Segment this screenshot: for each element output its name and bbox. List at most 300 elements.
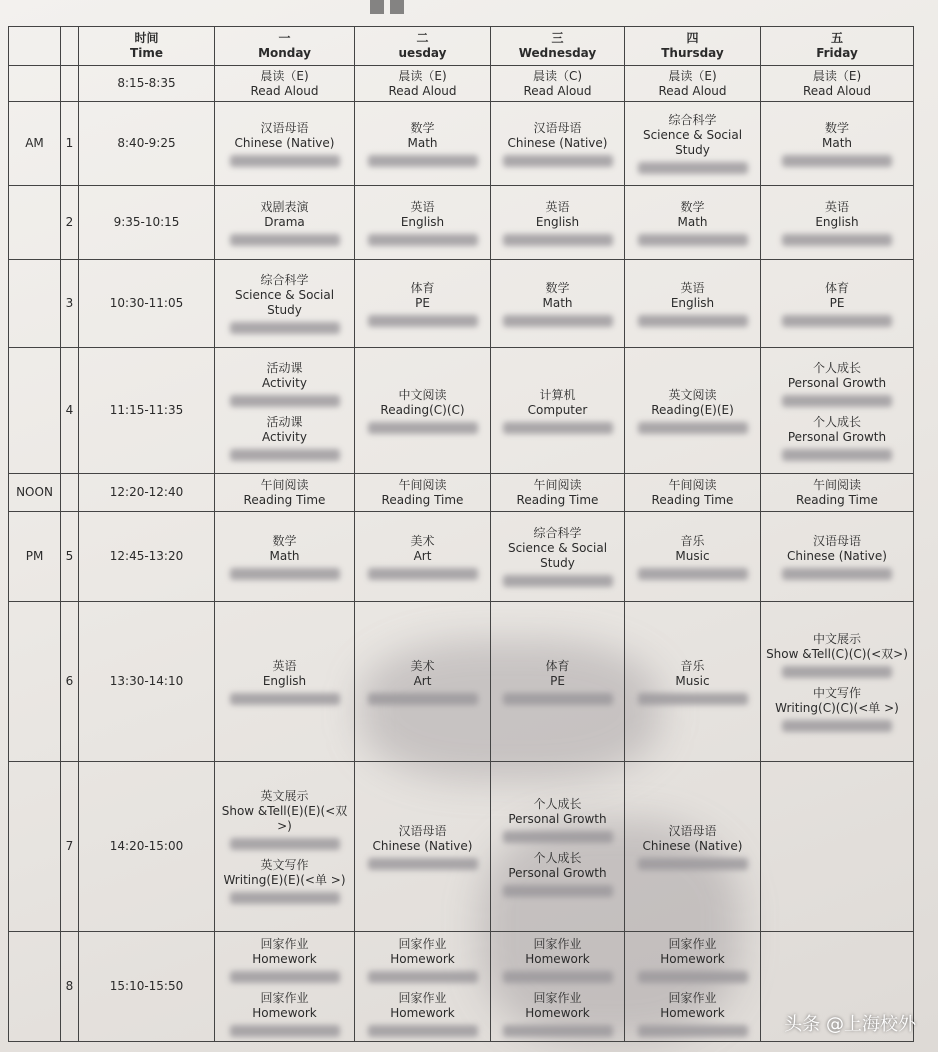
lesson-cell: [355, 474, 491, 512]
period-row: [9, 260, 914, 348]
lesson-cell: [215, 602, 355, 762]
time-text: 9:35-10:15: [113, 215, 180, 229]
redacted-text: [638, 858, 748, 870]
spacer: [218, 407, 351, 415]
day-number: 二: [416, 31, 429, 45]
lesson-cn: 回家作业: [533, 990, 582, 1005]
session-label: [9, 762, 61, 932]
lesson-cell: [625, 260, 761, 348]
lesson-cell: [215, 186, 355, 260]
lesson-en: Writing(C)(C)(<单 >): [775, 700, 899, 715]
lesson-en: Read Aloud: [802, 83, 872, 98]
session-label: AM: [9, 102, 61, 186]
redacted-text: [503, 831, 613, 843]
lesson-cn: 午间阅读: [668, 477, 717, 492]
lesson-cell: [215, 512, 355, 602]
spacer: [494, 983, 621, 991]
redacted-text: [503, 575, 613, 587]
lesson-cell: [355, 602, 491, 762]
time-cell: [79, 762, 215, 932]
spacer: [218, 983, 351, 991]
redacted-text: [368, 693, 478, 705]
lesson-cn: 个人成长: [533, 796, 582, 811]
watermark: 头条 @上海校外: [784, 1014, 916, 1035]
redacted-text: [230, 838, 340, 850]
lesson-cn: 音乐: [680, 658, 705, 673]
lesson-en: Activity: [262, 429, 307, 444]
lesson-cell: [761, 348, 914, 474]
day-name: Monday: [258, 46, 311, 60]
spacer: [764, 407, 910, 415]
redacted-text: [782, 155, 892, 167]
lesson-cn: 综合科学: [668, 113, 717, 127]
lesson-cn: 午间阅读: [398, 477, 447, 492]
lesson-cell: [625, 348, 761, 474]
time-text: 15:10-15:50: [109, 979, 184, 993]
lesson-cell: [215, 66, 355, 102]
lesson-cn: 英语: [272, 658, 297, 673]
time-text: 10:30-11:05: [109, 296, 184, 310]
period-num: 6: [65, 674, 74, 688]
lesson-en: Reading(E)(E): [651, 402, 734, 417]
lesson-cell: [355, 102, 491, 186]
redacted-text: [503, 1025, 613, 1037]
redacted-text: [230, 155, 340, 167]
day-name: Thursday: [661, 46, 724, 60]
lesson-cn: 戏剧表演: [260, 199, 309, 214]
time-text: 8:40-9:25: [117, 136, 176, 150]
lesson-cn: 汉语母语: [812, 533, 861, 548]
lesson-en: Personal Growth: [787, 429, 887, 444]
spacer: [358, 983, 487, 991]
period-row: [9, 512, 914, 602]
time-text: 14:20-15:00: [109, 839, 184, 853]
lesson-en: Read Aloud: [523, 83, 592, 98]
lesson-cn: 英文阅读: [668, 387, 717, 402]
lesson-en: PE: [829, 295, 845, 310]
header-day: [625, 27, 761, 66]
lesson-cell: [355, 186, 491, 260]
lesson-cn: 午间阅读: [533, 477, 582, 492]
time-cell: [79, 260, 215, 348]
lesson-cn: 晨读（E): [812, 68, 862, 83]
lesson-cell: [625, 186, 761, 260]
lesson-cn: 个人成长: [812, 414, 861, 429]
redacted-text: [230, 395, 340, 407]
session-label: NOON: [9, 474, 61, 512]
lesson-cell: [215, 102, 355, 186]
lesson-cn: 中文写作: [812, 685, 861, 700]
time-cell: [79, 186, 215, 260]
redacted-text: [638, 568, 748, 580]
lesson-en: Homework: [660, 1005, 725, 1020]
lesson-cell: [215, 932, 355, 1042]
lesson-en: Drama: [264, 214, 305, 229]
lesson-en: English: [535, 214, 580, 229]
lesson-en: English: [400, 214, 445, 229]
lesson-cell: [355, 512, 491, 602]
lesson-en: PE: [550, 673, 565, 688]
lesson-cn: 数学: [824, 120, 849, 135]
lesson-en: Writing(E)(E)(<单 >): [223, 873, 346, 887]
header-day: [491, 27, 625, 66]
blank: [9, 66, 61, 102]
period-row: [9, 602, 914, 762]
lesson-cell: [625, 762, 761, 932]
header-time: [79, 27, 215, 66]
lesson-cn: 汉语母语: [668, 823, 717, 838]
spacer: [628, 983, 757, 991]
time-text: 8:15-8:35: [117, 76, 176, 90]
lesson-en: Chinese (Native): [507, 135, 608, 150]
lesson-cell: [491, 932, 625, 1042]
lesson-cell: [761, 66, 914, 102]
period-number: [61, 932, 79, 1042]
lesson-cn: 汉语母语: [533, 120, 582, 135]
lesson-en: Music: [675, 673, 710, 688]
lesson-cell: [491, 102, 625, 186]
lesson-cell: [491, 474, 625, 512]
lesson-cell: [355, 260, 491, 348]
lesson-cn: 数学: [272, 533, 297, 548]
lesson-cn: 晨读（E): [260, 68, 309, 83]
lesson-cn: 晨读（E): [668, 68, 717, 83]
lesson-en: Reading Time: [381, 492, 464, 507]
lesson-en: Computer: [527, 402, 588, 417]
lesson-en: Homework: [390, 1005, 455, 1020]
redacted-text: [230, 449, 340, 461]
period-number: [61, 102, 79, 186]
lesson-cell: [355, 348, 491, 474]
time-cell: [79, 474, 215, 512]
day-name: uesday: [398, 46, 447, 60]
period-number: [61, 602, 79, 762]
lesson-cn: 晨读（C): [532, 68, 583, 83]
lesson-cell: [215, 348, 355, 474]
redacted-text: [368, 422, 478, 434]
lesson-en: English: [262, 673, 307, 688]
period-number: [61, 348, 79, 474]
lesson-cn: 英语: [410, 199, 435, 214]
redacted-text: [782, 449, 892, 461]
redacted-text: [782, 234, 892, 246]
lesson-en: Art: [413, 548, 432, 563]
redacted-text: [368, 234, 478, 246]
redacted-text: [782, 568, 892, 580]
lesson-cn: 体育: [545, 658, 570, 673]
redacted-text: [230, 693, 340, 705]
redacted-text: [503, 971, 613, 983]
session-label: PM: [9, 512, 61, 602]
lesson-cell: [491, 186, 625, 260]
redacted-text: [782, 666, 892, 678]
redacted-text: [638, 971, 748, 983]
header-blank: [9, 27, 61, 66]
redacted-text: [368, 568, 478, 580]
lesson-en: PE: [415, 295, 430, 310]
lesson-en: Personal Growth: [787, 375, 887, 390]
redacted-text: [368, 1025, 478, 1037]
period-number: [61, 260, 79, 348]
lesson-en: Personal Growth: [508, 865, 607, 880]
header-blank: [61, 27, 79, 66]
session-label: [9, 186, 61, 260]
lesson-cn: 回家作业: [668, 990, 717, 1005]
redacted-text: [230, 234, 340, 246]
lesson-cn: 中文展示: [812, 631, 861, 646]
lesson-cell: [625, 932, 761, 1042]
lesson-en: Homework: [660, 951, 725, 966]
redacted-text: [230, 568, 340, 580]
lesson-en: Chinese (Native): [642, 838, 743, 853]
lesson-cn: 回家作业: [533, 936, 582, 951]
redacted-text: [638, 234, 748, 246]
lesson-cn: 数学: [680, 199, 705, 214]
lesson-cell: [625, 512, 761, 602]
lesson-cn: 美术: [410, 658, 435, 673]
day-number: 四: [686, 31, 699, 45]
lesson-cn: 活动课: [266, 360, 303, 375]
noon-row: [9, 474, 914, 512]
lesson-cn: 英文展示: [260, 789, 309, 803]
lesson-en: Math: [677, 214, 708, 229]
time-cell: [79, 102, 215, 186]
lesson-en: Reading Time: [516, 492, 599, 507]
lesson-cell: [491, 762, 625, 932]
time-cell: [79, 348, 215, 474]
redacted-text: [638, 422, 748, 434]
lesson-en: Math: [542, 295, 573, 310]
redacted-text: [503, 234, 613, 246]
time-text: 12:20-12:40: [109, 485, 184, 499]
lesson-cn: 汉语母语: [398, 823, 447, 838]
redacted-text: [230, 971, 340, 983]
timetable: [8, 26, 914, 1042]
period-num: 4: [65, 403, 74, 417]
redacted-text: [782, 720, 892, 732]
lesson-cn: 英语: [824, 199, 849, 214]
period-number: [61, 512, 79, 602]
lesson-cell: [761, 762, 914, 932]
header-marks: [370, 0, 430, 14]
lesson-en: Math: [407, 135, 438, 150]
redacted-text: [368, 858, 478, 870]
lesson-en: Homework: [252, 951, 317, 966]
lesson-en: Science & Social Study: [642, 128, 743, 157]
lesson-en: Music: [675, 548, 710, 563]
lesson-cn: 英语: [545, 199, 570, 214]
lesson-cn: 活动课: [266, 414, 303, 429]
time-cell: [79, 932, 215, 1042]
lesson-en: Read Aloud: [388, 83, 457, 98]
lesson-cn: 个人成长: [812, 360, 861, 375]
lesson-cn: 回家作业: [398, 936, 447, 951]
lesson-cn: 个人成长: [533, 850, 582, 865]
lesson-cn: 回家作业: [398, 990, 447, 1005]
period-num: 7: [65, 839, 74, 853]
lesson-cell: [625, 66, 761, 102]
lesson-cn: 汉语母语: [260, 120, 309, 135]
blank: [61, 474, 79, 512]
lesson-en: Activity: [262, 375, 307, 390]
day-number: 三: [551, 31, 564, 45]
lesson-en: Art: [413, 673, 432, 688]
lesson-cn: 中文阅读: [398, 387, 447, 402]
lesson-cell: [761, 186, 914, 260]
lesson-cell: [625, 102, 761, 186]
lesson-en: Chinese (Native): [372, 838, 473, 853]
time-text: 11:15-11:35: [109, 403, 184, 417]
lesson-en: Homework: [525, 1005, 590, 1020]
spacer: [218, 850, 351, 858]
lesson-cell: [491, 512, 625, 602]
lesson-cell: [215, 762, 355, 932]
header-row: [9, 27, 914, 66]
lesson-cn: 体育: [824, 280, 849, 295]
redacted-text: [782, 315, 892, 327]
redacted-text: [503, 155, 613, 167]
session-label: [9, 260, 61, 348]
lesson-en: Reading(C)(C): [380, 402, 465, 417]
lesson-en: Show &Tell(E)(E)(<双>): [221, 804, 348, 833]
lesson-cell: [355, 762, 491, 932]
lesson-cell: [491, 66, 625, 102]
header-day: [215, 27, 355, 66]
time-cell: [79, 512, 215, 602]
period-num: 2: [65, 215, 74, 229]
lesson-cn: 综合科学: [260, 273, 309, 287]
lesson-cn: 体育: [410, 280, 435, 295]
day-number: 一: [278, 31, 291, 45]
lesson-en: English: [670, 295, 715, 310]
redacted-text: [503, 693, 613, 705]
day-number: 五: [830, 31, 843, 45]
header-day: [355, 27, 491, 66]
time-cell: [79, 66, 215, 102]
lesson-cell: [215, 260, 355, 348]
lesson-cn: 午间阅读: [260, 477, 309, 492]
lesson-cell: [491, 260, 625, 348]
header-day: [761, 27, 914, 66]
lesson-en: Read Aloud: [250, 83, 319, 98]
lesson-cell: [761, 512, 914, 602]
period-row: [9, 932, 914, 1042]
redacted-text: [638, 693, 748, 705]
header-time-cn: 时间: [134, 31, 159, 45]
lesson-cn: 数学: [410, 120, 435, 135]
session-label: [9, 602, 61, 762]
lesson-cell: [355, 932, 491, 1042]
lesson-cn: 计算机: [539, 387, 576, 402]
lesson-cell: [491, 348, 625, 474]
period-row: [9, 348, 914, 474]
day-name: Wednesday: [518, 46, 597, 60]
lesson-cn: 回家作业: [668, 936, 717, 951]
redacted-text: [230, 1025, 340, 1037]
redacted-text: [368, 971, 478, 983]
morning-read-row: [9, 66, 914, 102]
lesson-cn: 回家作业: [260, 990, 309, 1005]
lesson-en: Read Aloud: [658, 83, 727, 98]
lesson-cell: [491, 602, 625, 762]
session-label: [9, 932, 61, 1042]
redacted-text: [503, 885, 613, 897]
lesson-en: Science & Social Study: [234, 288, 335, 317]
period-row: [9, 762, 914, 932]
redacted-text: [782, 395, 892, 407]
lesson-cn: 美术: [410, 533, 435, 548]
lesson-cn: 综合科学: [533, 526, 582, 540]
redacted-text: [503, 422, 613, 434]
redacted-text: [638, 162, 748, 174]
header-time-en: Time: [130, 46, 163, 60]
lesson-en: Reading Time: [243, 492, 326, 507]
lesson-en: Homework: [525, 951, 590, 966]
lesson-en: Math: [821, 135, 853, 150]
redacted-text: [230, 892, 340, 904]
session-label: [9, 348, 61, 474]
lesson-en: Personal Growth: [508, 811, 607, 826]
lesson-en: Reading Time: [796, 492, 878, 507]
lesson-cell: [355, 66, 491, 102]
time-text: 13:30-14:10: [109, 674, 184, 688]
lesson-cn: 午间阅读: [812, 477, 861, 492]
redacted-text: [503, 315, 613, 327]
lesson-cn: 英语: [680, 280, 705, 295]
lesson-en: Homework: [252, 1005, 317, 1020]
lesson-cn: 回家作业: [260, 936, 309, 951]
redacted-text: [638, 315, 748, 327]
period-num: 3: [65, 296, 74, 310]
lesson-cn: 晨读（E): [398, 68, 447, 83]
lesson-cn: 数学: [545, 280, 570, 295]
time-text: 12:45-13:20: [109, 549, 184, 563]
period-number: [61, 186, 79, 260]
spacer: [764, 678, 910, 686]
lesson-cell: [625, 602, 761, 762]
lesson-en: English: [815, 214, 859, 229]
period-row: [9, 102, 914, 186]
lesson-cell: [761, 102, 914, 186]
blank: [61, 66, 79, 102]
lesson-cn: 音乐: [680, 533, 705, 548]
lesson-en: Science & Social Study: [507, 541, 608, 570]
period-num: 1: [65, 136, 74, 150]
redacted-text: [638, 1025, 748, 1037]
lesson-en: Reading Time: [651, 492, 734, 507]
lesson-cell: [215, 474, 355, 512]
period-number: [61, 762, 79, 932]
lesson-en: Chinese (Native): [234, 135, 335, 150]
lesson-en: Show &Tell(C)(C)(<双>): [766, 646, 908, 661]
day-name: Friday: [816, 46, 858, 60]
period-num: 8: [65, 979, 74, 993]
lesson-en: Homework: [390, 951, 455, 966]
lesson-cn: 英文写作: [260, 858, 309, 872]
redacted-text: [368, 155, 478, 167]
lesson-en: Chinese (Native): [787, 548, 887, 563]
redacted-text: [230, 322, 340, 334]
lesson-cell: [761, 260, 914, 348]
time-cell: [79, 602, 215, 762]
lesson-cell: [761, 602, 914, 762]
lesson-cell: [761, 474, 914, 512]
lesson-en: Math: [269, 548, 300, 563]
period-row: [9, 186, 914, 260]
period-num: 5: [65, 549, 74, 563]
lesson-cell: [625, 474, 761, 512]
redacted-text: [368, 315, 478, 327]
